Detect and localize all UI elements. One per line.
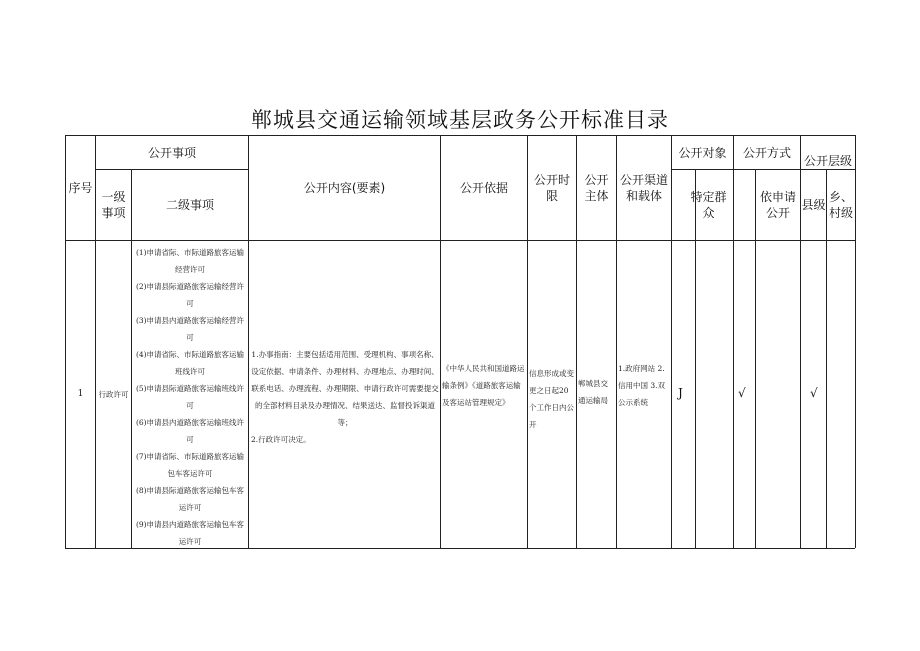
target-mark: J xyxy=(678,386,683,400)
list-item: (6)申请县内道路旅客运输班线许可 xyxy=(135,418,245,444)
header-time-limit: 公开时限 xyxy=(534,173,571,203)
list-item: (1)申请省际、市际道路旅客运输经营许可 xyxy=(135,248,245,274)
header-level1: 一级事项 xyxy=(101,190,126,220)
row-level1: 行政许可 xyxy=(98,390,129,399)
list-item: (9)申请县内道路旅客运输包车客运许可 xyxy=(135,520,245,546)
header-level2: 二级事项 xyxy=(165,198,214,212)
header-target: 公开对象 xyxy=(678,145,727,160)
list-item: (8)申请县际道路旅客运输包车客运许可 xyxy=(135,486,245,512)
header-on-request: 依申请公开 xyxy=(760,190,797,220)
page-title: 郸城县交通运输领域基层政务公开标准目录 xyxy=(251,108,669,132)
row-basis: 《中华人民共和国道路运输条例》《道路旅客运输及客运站管理规定》 xyxy=(442,364,525,407)
header-level: 公开层级 xyxy=(803,154,852,168)
header-content: 公开内容(要素) xyxy=(303,181,386,195)
content-item-2: 2.行政许可决定。 xyxy=(251,435,311,444)
header-subject: 公开主体 xyxy=(584,173,609,203)
header-public-items: 公开事项 xyxy=(147,145,196,160)
content-item-1: 1.办事指南：主要包括适用范围、受理机构、事项名称、设定依据、申请条件、办理材料、办理地点、办理时间、联系电话、办理流程、办理期限、申请行政许可需要提交的全部材料目录及办理情况、结果送达、监督投诉渠道等； xyxy=(251,350,439,427)
header-serial: 序号 xyxy=(68,181,93,195)
row-serial: 1 xyxy=(77,389,84,399)
list-item: (4)申请省际、市际道路旅客运输班线许可 xyxy=(135,350,245,376)
row-time-limit: 信息形成或变更之日起20个工作日内公开 xyxy=(529,369,574,429)
row-subject: 郸城县交通运输局 xyxy=(578,379,608,405)
level-check: √ xyxy=(810,386,818,400)
list-item: (3)申请县内道路旅客运输经营许可 xyxy=(135,316,245,342)
list-item: (5)申请县际道路旅客运输班线许可 xyxy=(135,384,245,410)
list-item: (2)申请县际道路旅客运输经营许可 xyxy=(135,282,245,308)
row-channel: 1.政府网站 2.信用中国 3.双公示系统 xyxy=(618,364,666,407)
row-level2-list xyxy=(132,244,248,546)
header-channel: 公开渠道和载体 xyxy=(620,173,669,203)
list-item: (7)申请省际、市际道路旅客运输包车客运许可 xyxy=(135,452,245,478)
method-check: √ xyxy=(738,386,746,400)
header-county: 县级 xyxy=(801,198,826,212)
header-specific-group: 特定群众 xyxy=(690,190,727,220)
row-content xyxy=(251,346,439,456)
header-basis: 公开依据 xyxy=(459,181,508,195)
header-method: 公开方式 xyxy=(742,145,791,160)
header-township: 乡、村级 xyxy=(828,190,853,220)
